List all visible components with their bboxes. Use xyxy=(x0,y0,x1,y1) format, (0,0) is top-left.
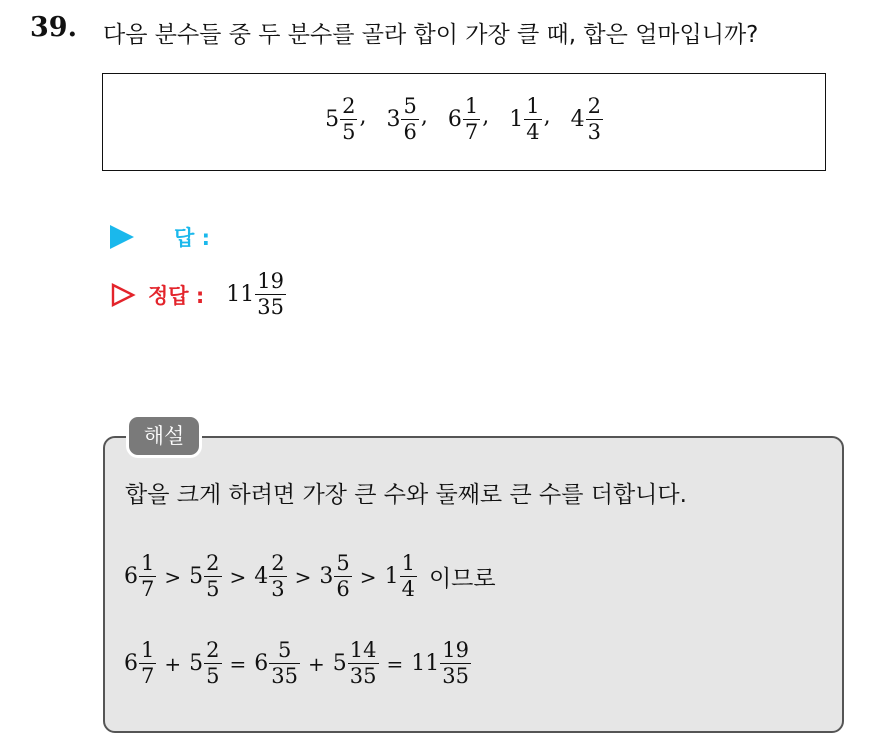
given-fractions-list xyxy=(103,96,825,143)
outline-play-icon xyxy=(110,282,136,308)
ordering-inequality xyxy=(124,553,496,600)
given-fraction: 5 $\frac{2}{5}$ , xyxy=(325,94,367,144)
explanation-text: 합을 크게 하려면 가장 큰 수와 둘째로 큰 수를 더합니다. xyxy=(125,482,687,508)
sum-term: 5 $\frac{2}{5}$ xyxy=(189,638,220,688)
answer-label: 답 : xyxy=(174,226,210,250)
sum-term: 5 $\frac{14}{35}$ xyxy=(332,638,377,688)
ordering-term: 3 $\frac{5}{6}$ xyxy=(319,551,350,601)
given-fraction: 1 $\frac{1}{4}$ , xyxy=(509,94,551,144)
greater-than-sign: > xyxy=(229,564,247,589)
ordering-term: 1 $\frac{1}{4}$ xyxy=(384,551,415,601)
given-fraction: 3 $\frac{5}{6}$ , xyxy=(386,94,428,144)
ordering-suffix: 이므로 xyxy=(428,566,496,592)
question-text: 다음 분수들 중 두 분수를 골라 합이 가장 클 때, 합은 얼마입니까? xyxy=(103,22,759,48)
plus-sign: + xyxy=(164,651,182,676)
solution-row xyxy=(110,271,286,318)
given-fraction: 6 $\frac{1}{7}$ , xyxy=(447,94,490,144)
greater-than-sign: > xyxy=(359,564,377,589)
sum-equation xyxy=(124,640,471,687)
sum-result: 11 $\frac{19}{35}$ xyxy=(411,638,470,688)
solution-value: 11 $\frac{19}{35}$ xyxy=(226,269,285,319)
given-fraction: 4 $\frac{2}{3}$ xyxy=(570,94,601,144)
greater-than-sign: > xyxy=(294,564,312,589)
question-number: 39. xyxy=(30,12,77,43)
sum-term: 6 $\frac{5}{35}$ xyxy=(254,638,299,688)
plus-sign: + xyxy=(308,651,325,676)
equals-sign: = xyxy=(386,651,404,676)
answer-row xyxy=(110,222,210,252)
play-icon xyxy=(110,225,134,249)
ordering-term: 6 $\frac{1}{7}$ xyxy=(124,551,155,601)
explanation-tag: 해설 xyxy=(129,417,199,455)
greater-than-sign: > xyxy=(164,564,182,589)
ordering-term: 5 $\frac{2}{5}$ xyxy=(189,551,220,601)
sum-term: 6 $\frac{1}{7}$ xyxy=(124,638,155,688)
given-fractions-box xyxy=(102,73,826,171)
solution-label: 정답 : xyxy=(148,283,205,308)
equals-sign: = xyxy=(229,651,247,676)
ordering-term: 4 $\frac{2}{3}$ xyxy=(254,551,285,601)
